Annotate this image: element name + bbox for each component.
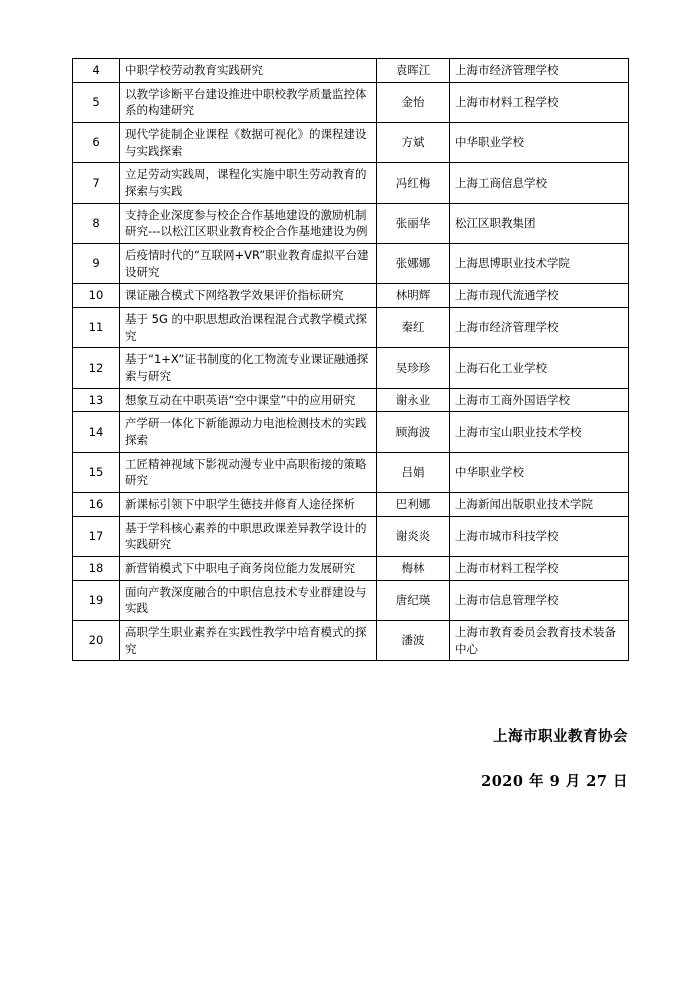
row-organization: 上海市城市科技学校 (450, 516, 629, 556)
row-title: 高职学生职业素养在实践性教学中培育模式的探究 (120, 621, 377, 661)
row-number: 18 (73, 557, 120, 581)
row-person: 金怡 (377, 82, 450, 122)
row-person: 方斌 (377, 123, 450, 163)
row-organization: 中华职业学校 (450, 123, 629, 163)
row-person: 秦红 (377, 308, 450, 348)
row-number: 9 (73, 244, 120, 284)
row-organization: 上海市材料工程学校 (450, 557, 629, 581)
row-person: 张丽华 (377, 203, 450, 243)
row-title: 基于 5G 的中职思想政治课程混合式教学模式探究 (120, 308, 377, 348)
table-row (73, 493, 629, 517)
row-organization: 上海思博职业技术学院 (450, 244, 629, 284)
table-row (73, 163, 629, 203)
table-row (73, 452, 629, 492)
row-organization: 上海市经济管理学校 (450, 59, 629, 83)
row-organization: 上海新闻出版职业技术学院 (450, 493, 629, 517)
row-title: 基于“1+X”证书制度的化工物流专业课证融通探索与研究 (120, 348, 377, 388)
table-body (73, 59, 629, 661)
row-number: 5 (73, 82, 120, 122)
row-number: 16 (73, 493, 120, 517)
row-title: 工匠精神视域下影视动漫专业中高职衔接的策略研究 (120, 452, 377, 492)
row-person: 巴利娜 (377, 493, 450, 517)
row-title: 立足劳动实践周，课程化实施中职生劳动教育的探索与实践 (120, 163, 377, 203)
table-row (73, 621, 629, 661)
row-title: 新课标引领下中职学生德技并修育人途径探析 (120, 493, 377, 517)
table-row (73, 557, 629, 581)
row-title: 后疫情时代的“互联网+VR”职业教育虚拟平台建设研究 (120, 244, 377, 284)
row-organization: 松江区职教集团 (450, 203, 629, 243)
row-organization: 上海市现代流通学校 (450, 284, 629, 308)
row-number: 14 (73, 412, 120, 452)
row-number: 8 (73, 203, 120, 243)
row-title: 产学研一体化下新能源动力电池检测技术的实践探索 (120, 412, 377, 452)
row-number: 10 (73, 284, 120, 308)
table-row (73, 580, 629, 620)
table-row (73, 82, 629, 122)
row-organization: 上海市工商外国语学校 (450, 388, 629, 412)
row-number: 11 (73, 308, 120, 348)
row-person: 袁晖江 (377, 59, 450, 83)
row-person: 潘波 (377, 621, 450, 661)
row-number: 13 (73, 388, 120, 412)
row-number: 19 (73, 580, 120, 620)
table-row (73, 284, 629, 308)
table-row (73, 123, 629, 163)
row-title: 课证融合模式下网络教学效果评价指标研究 (120, 284, 377, 308)
row-title: 支持企业深度参与校企合作基地建设的激励机制研究---以松江区职业教育校企合作基地建设为例 (120, 203, 377, 243)
row-number: 20 (73, 621, 120, 661)
row-organization: 上海市经济管理学校 (450, 308, 629, 348)
row-organization: 上海市宝山职业技术学校 (450, 412, 629, 452)
row-person: 吴珍珍 (377, 348, 450, 388)
row-number: 15 (73, 452, 120, 492)
table-row (73, 412, 629, 452)
table-row (73, 59, 629, 83)
row-organization: 上海市教育委员会教育技术装备中心 (450, 621, 629, 661)
table-row (73, 516, 629, 556)
row-organization: 上海石化工业学校 (450, 348, 629, 388)
row-title: 以教学诊断平台建设推进中职校教学质量监控体系的构建研究 (120, 82, 377, 122)
row-organization: 上海市信息管理学校 (450, 580, 629, 620)
row-person: 吕娟 (377, 452, 450, 492)
row-organization: 中华职业学校 (450, 452, 629, 492)
row-title: 中职学校劳动教育实践研究 (120, 59, 377, 83)
row-number: 4 (73, 59, 120, 83)
row-title: 想象互动在中职英语“空中课堂”中的应用研究 (120, 388, 377, 412)
project-list-table (72, 58, 629, 661)
row-person: 林明辉 (377, 284, 450, 308)
row-person: 顾海波 (377, 412, 450, 452)
row-number: 12 (73, 348, 120, 388)
row-title: 面向产教深度融合的中职信息技术专业群建设与实践 (120, 580, 377, 620)
table-row (73, 308, 629, 348)
row-person: 谢炎炎 (377, 516, 450, 556)
row-person: 谢永业 (377, 388, 450, 412)
signature-organization: 上海市职业教育协会 (493, 728, 628, 745)
row-organization: 上海市材料工程学校 (450, 82, 629, 122)
row-person: 梅林 (377, 557, 450, 581)
row-number: 6 (73, 123, 120, 163)
signature-date: 2020 年 9 月 27 日 (481, 773, 628, 790)
row-number: 7 (73, 163, 120, 203)
row-organization: 上海工商信息学校 (450, 163, 629, 203)
table-row (73, 203, 629, 243)
row-person: 唐纪瑛 (377, 580, 450, 620)
table-row (73, 388, 629, 412)
table-row (73, 348, 629, 388)
row-title: 现代学徒制企业课程《数据可视化》的课程建设与实践探索 (120, 123, 377, 163)
table-row (73, 244, 629, 284)
row-number: 17 (73, 516, 120, 556)
row-title: 基于学科核心素养的中职思政课差异教学设计的实践研究 (120, 516, 377, 556)
row-person: 冯红梅 (377, 163, 450, 203)
row-title: 新营销模式下中职电子商务岗位能力发展研究 (120, 557, 377, 581)
row-person: 张娜娜 (377, 244, 450, 284)
